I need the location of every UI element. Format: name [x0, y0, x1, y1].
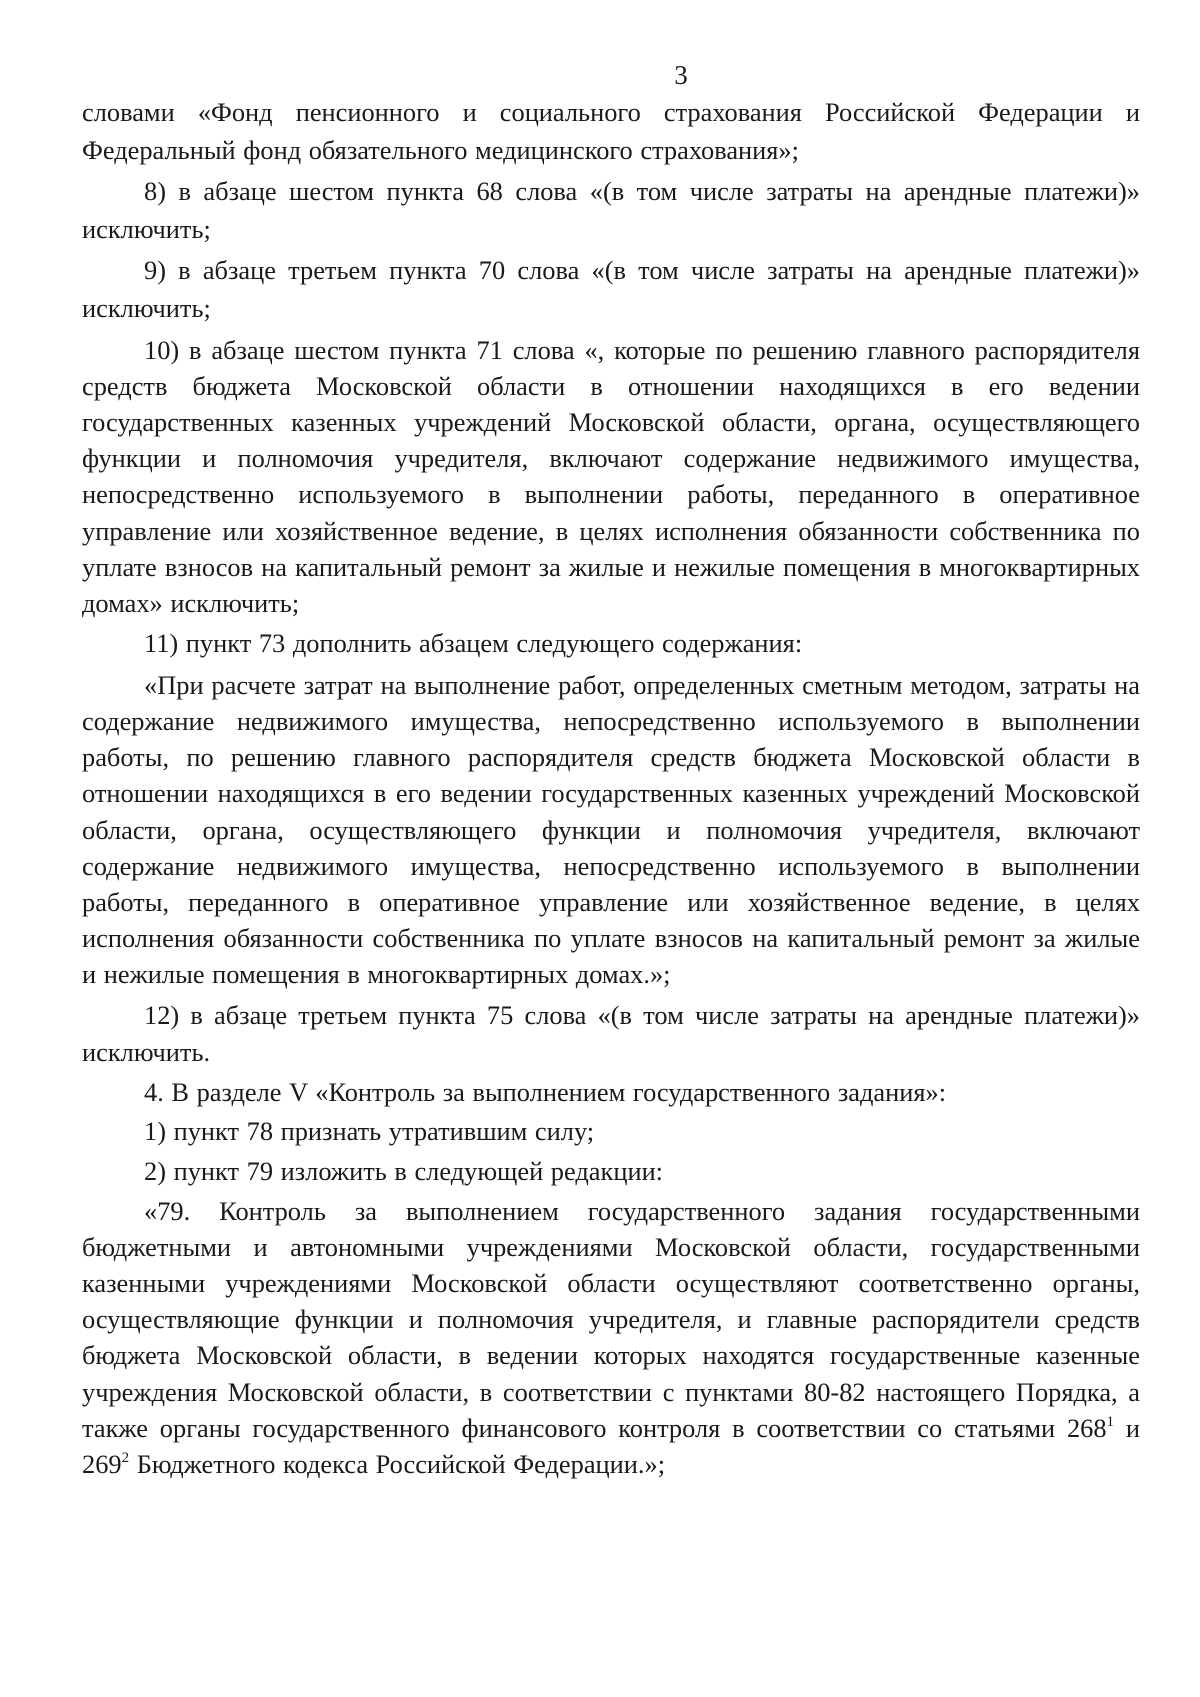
superscript-2: 2 [121, 1450, 130, 1466]
page-number: 3 [674, 60, 688, 90]
point-79-text: «79. Контроль за выполнением государственного задания государственными бюджетными и автономными учреждениями Московской области, государственными казенными учреждениями Московской области осуществляют соответственно органы, осуществляющие функции и полномочия учредителя, и главные распорядители средств бюджета Московской области, в ведении которых находятся государственные казенные учреждения Московской области, в соответствии с пунктами 80-82 настоящего Порядка, а также органы государственного финансового контроля в соответствии со статьями 268 [82, 1195, 1140, 1443]
list-item-10: 10) в абзаце шестом пункта 71 слова «, которые по решению главного распорядителя средств бюджета Московской области в отношении находящихся в его ведении государственных казенных учреждений Московской области, органа, осуществляющего функции и полномочия учредителя, включают содержание недвижимого имущества, непосредственно используемого в выполнении работы, переданного в оперативное управление или хозяйственное ведение, в целях исполнения обязанности собственника по уплате взносов на капитальный ремонт за жилые и нежилые помещения в многоквартирных домах» исключить; [82, 334, 1140, 618]
subitem-1: 1) пункт 78 признать утратившим силу; [144, 1116, 595, 1147]
list-item-11: 11) пункт 73 дополнить абзацем следующего содержания: [144, 628, 803, 659]
document-page [82, 58, 1140, 1482]
list-item-9: 9) в абзаце третьем пункта 70 слова «(в том числе затраты на арендные платежи)» исключить; [82, 255, 1140, 323]
quoted-paragraph: «При расчете затрат на выполнение работ, определенных сметным методом, затраты на содержание недвижимого имущества, непосредственно используемого в выполнении работы, по решению главного распорядителя средств бюджета Московской области в отношении находящихся в его ведении государственных казенных учреждений Московской области, органа, осуществляющего функции и полномочия учредителя, включают содержание недвижимого имущества, непосредственно используемого в выполнении работы, переданного в оперативное управление или хозяйственное ведение, в целях исполнения обязанности собственника по уплате взносов на капитальный ремонт за жилые и нежилые помещения в многоквартирных домах.»; [82, 669, 1140, 990]
paragraph-continuation: словами «Фонд пенсионного и социального страхования Российской Федерации и Федеральный фонд обязательного медицинского страхования»; [82, 97, 1140, 165]
list-item-8: 8) в абзаце шестом пункта 68 слова «(в том числе затраты на арендные платежи)» исключить; [82, 176, 1140, 244]
point-79-text-middle: и 269 [82, 1412, 1140, 1479]
section-4-heading: 4. В разделе V «Контроль за выполнением государственного задания»: [144, 1076, 947, 1107]
subitem-2: 2) пункт 79 изложить в следующей редакции: [144, 1155, 664, 1186]
superscript-1: 1 [1106, 1413, 1115, 1430]
list-item-12: 12) в абзаце третьем пункта 75 слова «(в том числе затраты на арендные платежи)» исключить. [82, 999, 1140, 1068]
point-79-text-end: Бюджетного кодекса Российской Федерации.»; [129, 1449, 666, 1479]
point-79-paragraph [82, 1193, 1140, 1483]
